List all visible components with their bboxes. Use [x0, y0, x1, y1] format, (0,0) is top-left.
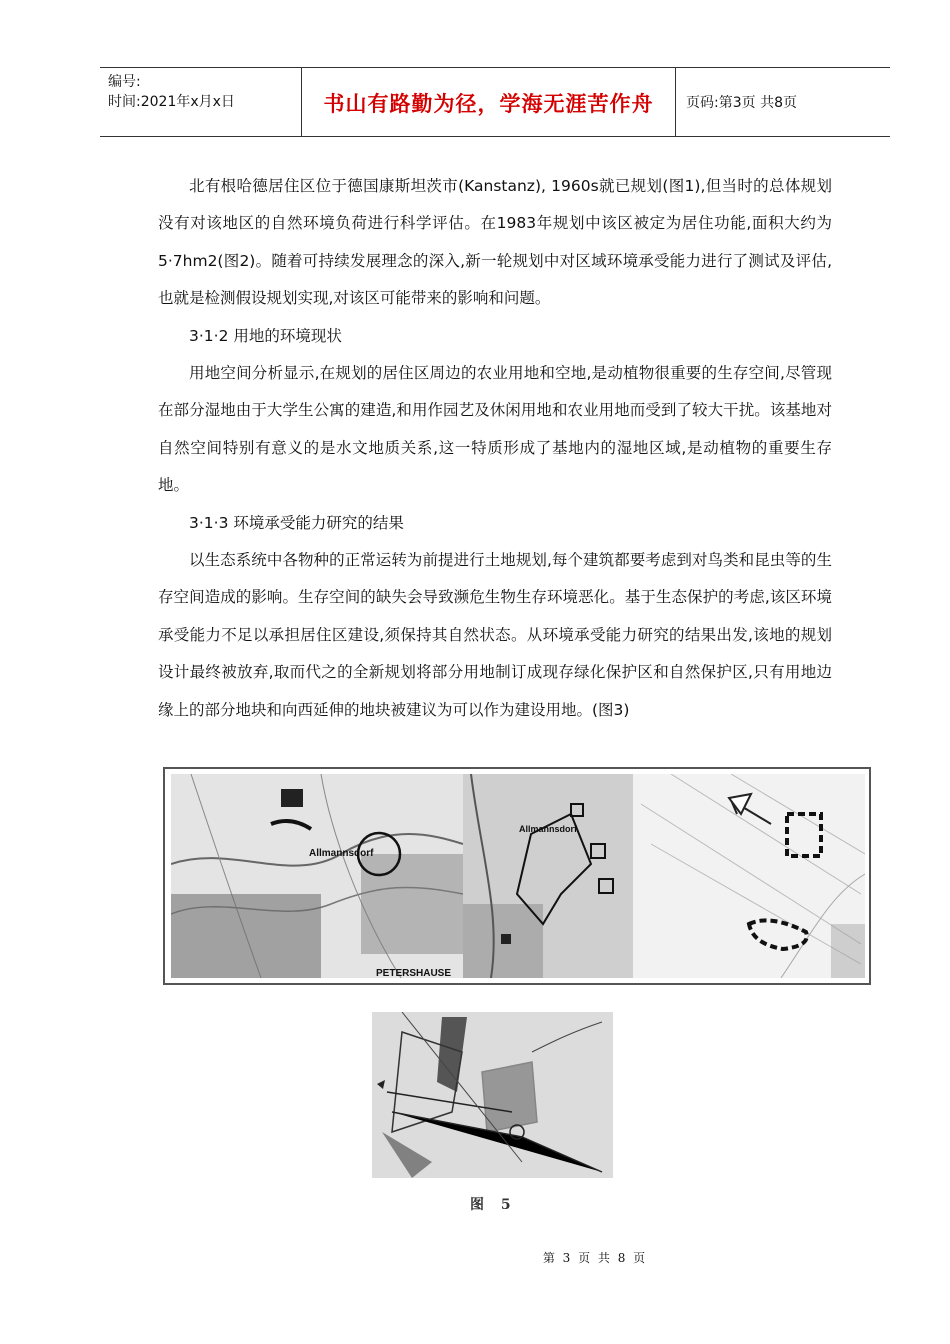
time-label: 时间:2021年x月x日 [108, 94, 235, 110]
map-panel-2 [463, 774, 633, 978]
header-motto: 书山有路勤为径，学海无涯苦作舟 [323, 91, 654, 116]
document-body [158, 168, 832, 729]
figure-3-maps [163, 767, 871, 985]
section-heading-3-1-3: 3·1·3 环境承受能力研究的结果 [189, 513, 404, 532]
map1-bottom-label: PETERSHAUSE [376, 968, 452, 978]
number-label: 编号: [108, 74, 141, 90]
map2-place-label: Allmannsdorf [519, 824, 578, 834]
figure-5-caption: 图 5 [470, 1197, 517, 1213]
page-header [100, 67, 890, 137]
figure-3-image [171, 774, 865, 978]
page-footer: 第 3 页 共 8 页 [542, 1251, 648, 1265]
paragraph-capacity-results: 以生态系统中各物种的正常运转为前提进行土地规划,每个建筑都要考虑到对鸟类和昆虫等的生存空间造成的影响。生存空间的缺失会导致濒危生物生存环境恶化。基于生态保护的考虑,该区环境承受能力不足以承担居住区建设,须保持其自然状态。从环境承受能力研究的结果出发,该地的规划设计最终被放弃,取而代之的全新规划将部分用地制订成现存绿化保护区和自然保护区,只有用地边缘上的部分地块和向西延伸的地块被建议为可以作为建设用地。(图3) [158, 551, 832, 719]
map-panel-3 [633, 774, 865, 978]
header-meta [108, 72, 235, 112]
map-panel-1 [171, 774, 463, 978]
paragraph-intro: 北有根哈德居住区位于德国康斯坦茨市(Kanstanz), 1960s就已规划(图1),但当时的总体规划没有对该地区的自然环境负荷进行科学评估。在1983年规划中该区被定为居住功能,面积大约为5·7hm2(图2)。随着可持续发展理念的深入,新一轮规划中对区域环境承受能力进行了测试及评估,也就是检测假设规划实现,对该区可能带来的影响和问题。 [158, 177, 832, 308]
map1-place-label: Allmannsdorf [309, 848, 374, 859]
header-divider [675, 68, 676, 136]
paragraph-environment-status: 用地空间分析显示,在规划的居住区周边的农业用地和空地,是动植物很重要的生存空间,尽管现在部分湿地由于大学生公寓的建造,和用作园艺及休闲用地和农业用地而受到了较大干扰。该基地对自然空间特别有意义的是水文地质关系,这一特质形成了基地内的湿地区域,是动植物的重要生存地。 [158, 364, 832, 495]
section-heading-3-1-2: 3·1·2 用地的环境现状 [189, 326, 342, 345]
figure-5-sketch [372, 1012, 613, 1178]
header-page-label: 页码:第3页 共8页 [686, 95, 797, 111]
